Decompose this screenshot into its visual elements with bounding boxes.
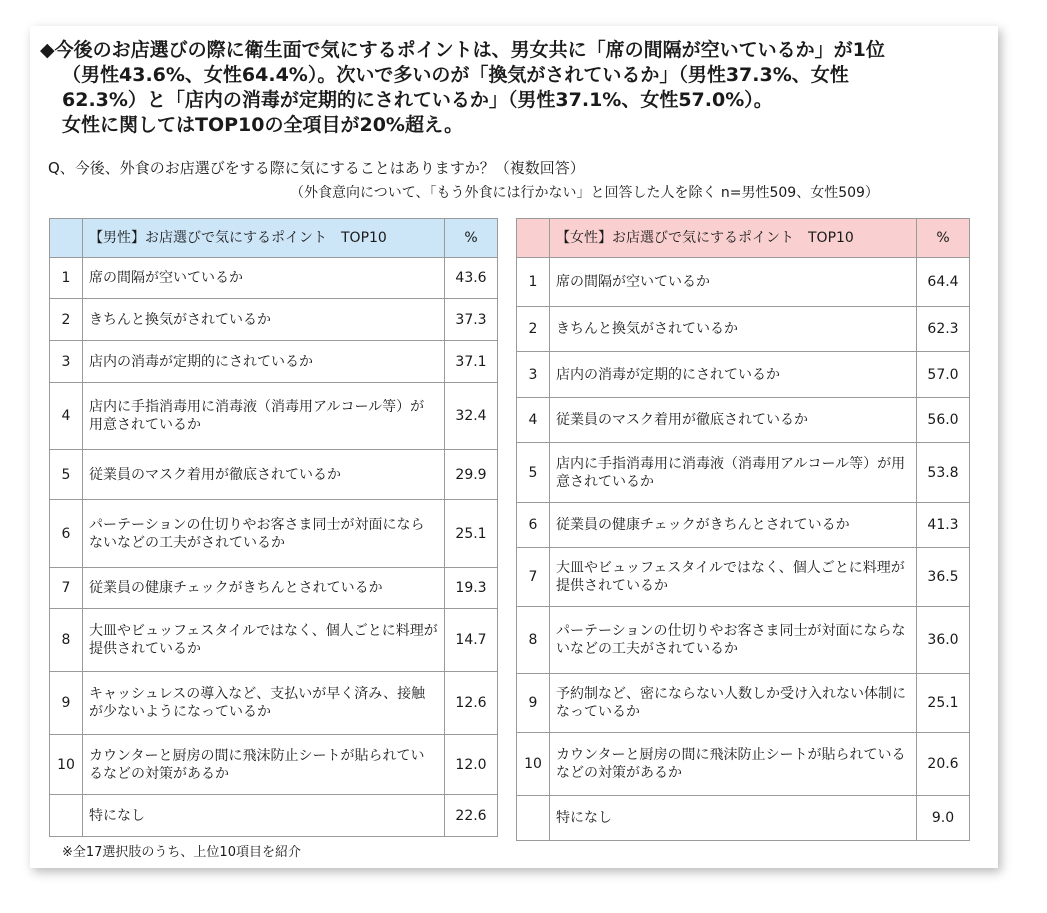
percent-cell: 36.0 (917, 607, 970, 674)
rank-header-cell (50, 219, 83, 258)
item-header-cell: 【女性】お店選びで気にするポイント TOP10 (550, 219, 917, 258)
item-cell: パーテーションの仕切りやお客さま同士が対面にならないなどの工夫がされているか (550, 607, 917, 674)
item-cell: 大皿やビュッフェスタイルではなく、個人ごとに料理が提供されているか (83, 609, 445, 672)
rank-cell: 3 (50, 341, 83, 383)
rank-cell: 10 (517, 733, 550, 796)
item-cell: カウンターと厨房の間に飛沫防止シートが貼られているなどの対策があるか (83, 735, 445, 795)
rank-cell: 7 (517, 548, 550, 607)
percent-cell: 56.0 (917, 398, 970, 443)
item-cell: 席の間隔が空いているか (550, 258, 917, 307)
percent-cell: 29.9 (445, 450, 498, 500)
table-row (50, 568, 498, 609)
rank-cell: 6 (50, 500, 83, 568)
headline-line-1: ◆今後のお店選びの際に衛生面で気にするポイントは、男女共に「席の間隔が空いているか」が1位 (40, 39, 885, 61)
table-header-row (50, 219, 498, 258)
percent-cell: 64.4 (917, 258, 970, 307)
rank-cell: 5 (50, 450, 83, 500)
percent-cell: 43.6 (445, 258, 498, 299)
item-cell: 従業員のマスク着用が徹底されているか (550, 398, 917, 443)
item-cell: 特になし (83, 795, 445, 837)
rank-cell: 3 (517, 352, 550, 398)
percent-cell: 53.8 (917, 443, 970, 503)
rank-cell: 5 (517, 443, 550, 503)
table-row (517, 796, 970, 841)
table-row (50, 609, 498, 672)
survey-question: Q、今後、外食のお店選びをする際に気にすることはありますか？（複数回答） (48, 159, 585, 177)
rank-cell: 8 (50, 609, 83, 672)
percent-cell: 37.3 (445, 299, 498, 341)
table-row (517, 443, 970, 503)
percent-cell: 41.3 (917, 503, 970, 548)
item-cell: 従業員の健康チェックがきちんとされているか (83, 568, 445, 609)
item-cell: 店内に手指消毒用に消毒液（消毒用アルコール等）が用意されているか (83, 383, 445, 450)
rank-cell: 4 (517, 398, 550, 443)
item-cell: きちんと換気がされているか (550, 307, 917, 352)
men-ranking-table (49, 218, 498, 837)
women-ranking-table (516, 218, 970, 841)
percent-cell: 14.7 (445, 609, 498, 672)
rank-cell: 10 (50, 735, 83, 795)
percent-cell: 19.3 (445, 568, 498, 609)
table-row (50, 299, 498, 341)
percent-cell: 12.6 (445, 672, 498, 735)
rank-cell: 8 (517, 607, 550, 674)
item-cell: 予約制など、密にならない人数しか受け入れない体制になっているか (550, 674, 917, 733)
table-row (50, 383, 498, 450)
footnote: ※全17選択肢のうち、上位10項目を紹介 (62, 845, 301, 860)
rank-cell: 9 (50, 672, 83, 735)
rank-cell: 6 (517, 503, 550, 548)
table-row (517, 307, 970, 352)
table-row (517, 733, 970, 796)
table-row (517, 607, 970, 674)
rank-cell (50, 795, 83, 837)
item-cell: 大皿やビュッフェスタイルではなく、個人ごとに料理が提供されているか (550, 548, 917, 607)
percent-cell: 25.1 (917, 674, 970, 733)
percent-cell: 36.5 (917, 548, 970, 607)
table-row (50, 500, 498, 568)
percent-cell: 9.0 (917, 796, 970, 841)
item-cell: 従業員の健康チェックがきちんとされているか (550, 503, 917, 548)
percent-cell: 12.0 (445, 735, 498, 795)
percent-cell: 37.1 (445, 341, 498, 383)
headline-line-4: 女性に関してはTOP10の全項目が20%超え。 (62, 114, 464, 136)
rank-cell: 4 (50, 383, 83, 450)
rank-cell: 1 (517, 258, 550, 307)
percent-header-cell: % (917, 219, 970, 258)
table-row (517, 674, 970, 733)
item-cell: 特になし (550, 796, 917, 841)
table-row (50, 341, 498, 383)
percent-cell: 20.6 (917, 733, 970, 796)
table-row (517, 548, 970, 607)
table-row (517, 503, 970, 548)
percent-cell: 25.1 (445, 500, 498, 568)
table-header-row (517, 219, 970, 258)
table-row (517, 398, 970, 443)
percent-cell: 62.3 (917, 307, 970, 352)
percent-header-cell: % (445, 219, 498, 258)
item-cell: パーテーションの仕切りやお客さま同士が対面にならないなどの工夫がされているか (83, 500, 445, 568)
rank-cell: 9 (517, 674, 550, 733)
rank-cell: 2 (50, 299, 83, 341)
table-row (517, 352, 970, 398)
item-cell: 店内の消毒が定期的にされているか (550, 352, 917, 398)
percent-cell: 32.4 (445, 383, 498, 450)
percent-cell: 57.0 (917, 352, 970, 398)
headline-line-3: 62.3%）と「店内の消毒が定期的にされているか」（男性37.1%、女性57.0%）。 (62, 89, 773, 111)
item-cell: キャッシュレスの導入など、支払いが早く済み、接触が少ないようになっているか (83, 672, 445, 735)
table-row (517, 258, 970, 307)
table-row (50, 258, 498, 299)
table-row (50, 672, 498, 735)
rank-cell: 7 (50, 568, 83, 609)
rank-cell (517, 796, 550, 841)
item-cell: 従業員のマスク着用が徹底されているか (83, 450, 445, 500)
rank-cell: 2 (517, 307, 550, 352)
survey-condition: （外食意向について、「もう外食には行かない」と回答した人を除く n=男性509、女性509） (290, 185, 879, 201)
item-cell: カウンターと厨房の間に飛沫防止シートが貼られているなどの対策があるか (550, 733, 917, 796)
item-cell: 席の間隔が空いているか (83, 258, 445, 299)
headline-line-2: （男性43.6%、女性64.4%）。次いで多いのが「換気がされているか」（男性37.3%、女性 (62, 64, 849, 86)
rank-cell: 1 (50, 258, 83, 299)
item-cell: 店内の消毒が定期的にされているか (83, 341, 445, 383)
table-row (50, 795, 498, 837)
item-cell: きちんと換気がされているか (83, 299, 445, 341)
item-cell: 店内に手指消毒用に消毒液（消毒用アルコール等）が用意されているか (550, 443, 917, 503)
table-row (50, 735, 498, 795)
item-header-cell: 【男性】お店選びで気にするポイント TOP10 (83, 219, 445, 258)
percent-cell: 22.6 (445, 795, 498, 837)
rank-header-cell (517, 219, 550, 258)
headline (40, 38, 1000, 138)
table-row (50, 450, 498, 500)
